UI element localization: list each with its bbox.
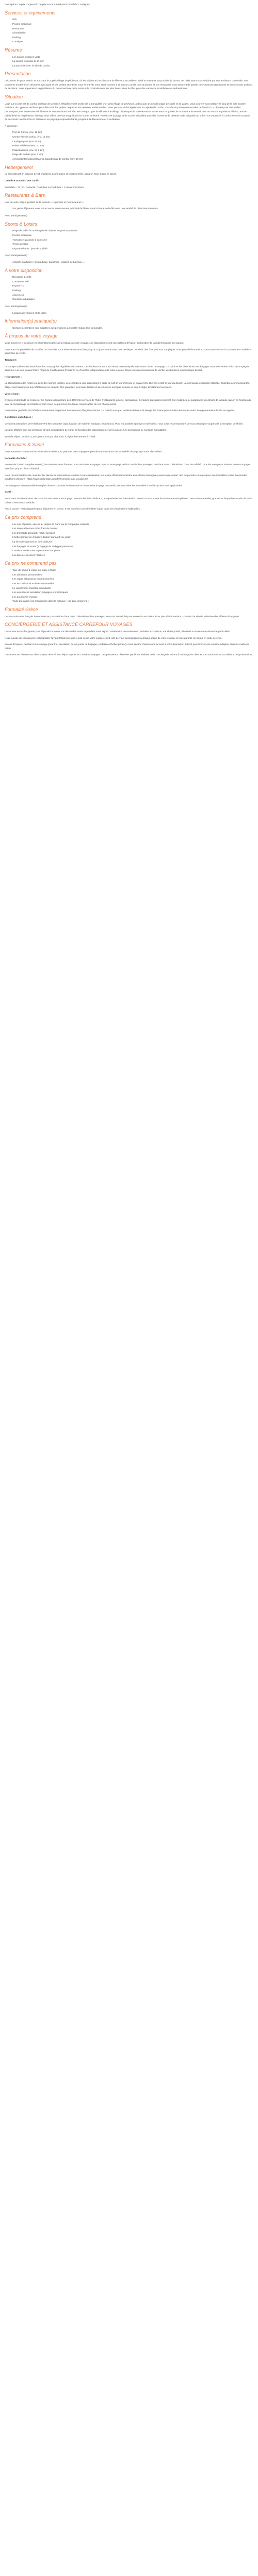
restaurants-text: Lors de votre séjour, profitez de la formule « Logement et Petit déjeuner ». (5, 200, 85, 204)
sports-section (5, 222, 253, 264)
voyage-text: Il vous est demandé de respecter les horaires d'ouverture des différents services de l'hôtel (restaurants, piscine, animations). Certaines prestations peuvent être modifiées ou supprimées en dehors de la haute saison en fonction du taux de remplissage de l'établissement. Nous ne pourrons être tenus responsables de ces changements. (5, 399, 251, 405)
list-item: • Palaiokastritsa (env. 21,6 km) (12, 148, 253, 152)
voyage-text: Le transport aérien est assuré par des compagnies régulières ou charters. Les horaires de vol vous seront communiqués avec votre carnet de voyage. Le poids et les dimensions des bagages autorisés varient selon la compagnie aérienne. Les vols peuvent faire l'objet de modifications d'horaires ou d'escales indépendantes de notre volonté. Nous vous recommandons de vérifier vos horaires avant chaque départ. (5, 365, 250, 372)
prix-ne-comprend-section (5, 561, 253, 603)
voyage-text: Vous trouverez ci-dessous les informations générales relatives à votre voyage. Les dispositions sont susceptibles d'évoluer en fonction de la réglementation en vigueur. (5, 342, 184, 345)
formalites-text: Au sein de l'Union européenne (UE), les ressortissants français, sont autorisés à voyager dans un autre pays de l'UE munis d'un passeport ou d'une carte d'identité en cours de validité. Tous les voyageurs mineurs doivent voyager avec leur propre pièce d'identité. (5, 463, 250, 470)
formalites-text: Vous trouverez ci-dessous les informations utiles pour préparer votre voyage et prendre connaissance des actualités du pays que vous allez visiter. (5, 450, 163, 453)
list-item: • Les bagages en soute (1 bagage de 20 kg par personne) (12, 545, 253, 549)
list-item: • Plage de sable fin aménagée de chaises longues et parasols (12, 229, 253, 233)
intro-text: Description Ce prix comprend : Ce prix ne comprend pas Formalités Consignes (5, 3, 90, 6)
voyage-subtitle: Votre séjour : (5, 392, 20, 395)
situation-nearby-label: À proximité : (5, 124, 19, 127)
participation-note: Avec participation ($) : (5, 214, 29, 217)
resume-section (5, 47, 253, 68)
disposition-section (5, 268, 253, 315)
list-item: • Espace détente : jeux de société (12, 247, 253, 251)
hebergement-section (5, 165, 253, 190)
list-item: • Les pourboires d'usage (12, 595, 253, 599)
voyage-subtitle: Hébergement : (5, 375, 22, 378)
list-item: • Les excursions et activités optionnelles (12, 582, 253, 586)
list-item: • Consigne (12, 40, 253, 44)
formalite-grece-section (5, 607, 253, 618)
list-item: • Parking (12, 36, 253, 40)
formalites-text: Nous vous recommandons de souscrire une assurance voyage couvrant les frais médicaux, le rapatriement et l'annulation. Pensez à vous munir de votre carte européenne d'assurance maladie, gratuite et disponible auprès de votre caisse d'assurance maladie. (5, 497, 252, 504)
services-title: Services et équipements (5, 10, 56, 15)
list-item: • Les repas et boissons non mentionnés (12, 577, 253, 581)
presentation-title: Présentation (5, 71, 31, 77)
list-item: • Activités nautiques : ski nautique, parachute, location de bateaux, ... (12, 260, 253, 264)
resume-title: Résumé (5, 47, 22, 53)
formalites-subtitle: Formalité d'entrée : (5, 456, 27, 460)
list-item: • L'assistance de notre représentant sur place (12, 549, 253, 553)
list-item: • Toute prestation non mentionnée dans la rubrique « Ce prix comprend » (12, 599, 253, 603)
services-list (5, 18, 253, 44)
list-item: • Climatisation (12, 31, 253, 35)
disposition-list (5, 275, 253, 301)
list-item: • Réception 24h/24 (12, 275, 253, 279)
list-item: • Les taxes aériennes et les frais de dossier (12, 527, 253, 531)
situation-title: Situation (5, 94, 23, 99)
formalite-grece-text: Les ressortissants français doivent être en possession d'une carte d'identité ou d'un passeport en cours de validité pour se rendre en Grèce. Pour plus d'informations, consultez le site du Ministère des Affaires étrangères. (5, 615, 240, 618)
formalite-grece-title: Formalité Grèce (5, 607, 38, 612)
list-item: • La formule logement et petit déjeuner (12, 540, 253, 544)
voyage-title: À propos de votre voyage (5, 333, 58, 339)
prix-comprend-list (5, 522, 253, 557)
list-item: • Consigne à bagages (12, 297, 253, 301)
list-item: • Transats et parasols à la piscine (12, 238, 253, 242)
prix-comprend-section (5, 515, 253, 557)
voyage-text: Vous aurez la possibilité de modifier ou d'annuler votre réservation sans frais jusqu'à 14 jours avant votre date de départ. Au-delà, des frais pourront s'appliquer. Pour plus d'informations, nous vous invitons à consulter les conditions générales de vente. (5, 348, 252, 355)
conciergerie-text: Notre équipe de conciergerie est joignable 7j/7 par téléphone, par e-mail ou via votre espace client, afin de vous accompagner à chaque étape de votre voyage et vous garantir un séjour en toute sérénité. (5, 636, 222, 639)
services-section (5, 10, 253, 44)
list-item: • Restaurant (12, 27, 253, 31)
list-item: • Plage de Barbati (env. 7 km) (12, 152, 253, 157)
list-item: • La proximité avec la ville de Corfou (12, 64, 253, 68)
formalites-subtitle: Santé : (5, 490, 13, 494)
voyage-text: Taxe de séjour : environ 1,50 € par nuit et par chambre, à régler directement à l'hôtel. (5, 435, 96, 438)
list-item: • Espace TV (12, 284, 253, 288)
list-item: • Les transferts aéroport / hôtel / aéroport (12, 531, 253, 535)
list-item: • La cuisine tropicale de la mer (12, 59, 253, 63)
list-item: • Location de voitures et de vélos (12, 311, 253, 315)
list-item: • Piscine extérieure (12, 22, 253, 26)
situation-list (5, 130, 253, 161)
resume-list (5, 55, 253, 68)
presentation-section (5, 71, 253, 91)
prix-comprend-title: Ce prix comprend (5, 514, 42, 520)
voyage-subtitle: Transport : (5, 358, 18, 361)
conciergerie-section (5, 622, 253, 657)
list-item: • Palais Achilleion (env. 20 km) (12, 144, 253, 148)
restaurants-section (5, 193, 253, 218)
room-type: Chambre Standard vue Jardin (5, 179, 39, 182)
list-item: • La plage Ipsos (env. 20 m) (12, 140, 253, 144)
list-item: • Connexion Wifi (12, 280, 253, 284)
conciergerie-text: Ce service est réservé aux clients ayant réservé leur séjour auprès de Carrefour Voyages. Les prestations réservées par l'intermédiaire de la conciergerie restent à la charge du client et sont soumises aux conditions des prestataires. (5, 653, 253, 656)
list-item: • Aéroport international Ioannis Kapodistrias de Corfou (env. 13 km) (12, 157, 253, 161)
list-item: • Vos petits déjeuners vous seront servis au restaurant principal de l'hôtel sous la forme de buffet avec une variété de plats internationaux. (12, 207, 253, 211)
sports-paid-list (5, 260, 253, 264)
list-item: • Le supplément chambre individuelle (12, 586, 253, 590)
participation-note: Avec participation ($) : (5, 304, 29, 308)
formalites-section (5, 442, 253, 511)
conciergerie-text: Un service exclusif et gratuit pour répondre à toutes vos demandes avant et pendant votre séjour : réservation de restaurants, activités, excursions, transferts privés, billetterie ou toute autre demande particulière. (5, 630, 231, 633)
voyage-section (5, 333, 253, 438)
presentation-text: Découvrez le Ipsos Beach 3*! Au cœur d'un petit village de pêcheurs, où les oliviers et l'architecture de l'île vous accueillent, situé au calme et tout proche de la mer, cet hôtel saura vous séduire par son ambiance conviviale. Ses chambres modernes et décorées avec goût et ses petites attentions vous feront vite vous sentir comme à la maison, tandis que sa piscine et son restaurant vous assurent de passer des vacances reposantes et savoureuses au bord de la Grèce. Vous apprécierez la gentillesse du personnel aux petits soins et la proximité avec les plus beaux sites de l'île, pour des vacances inoubliables et authentiques. (5, 79, 252, 90)
voyage-text: Les prix affichés sont par personne et sont susceptibles de varier en fonction des disponibilités et de la saison. Les promotions ne sont pas cumulables. (5, 429, 167, 432)
formalites-text: Nous recommandons de consulter les dernières informations relatives à votre destination sur le site officiel du Ministère des Affaires étrangères avant votre départ, afin de prendre connaissance des formalités et des éventuelles conditions d'entrée : https://www.diplomatie.gouv.fr/fr/conseils-aux-voyageurs/ (5, 473, 247, 481)
list-item: • Centre-ville de Corfou (env. 13 km) (12, 135, 253, 139)
voyage-text: Certaines prestations de l'hôtel peuvent être payantes (spa, location de matériel nautique, excursions). Pour les activités sportives et de loisirs, nous vous recommandons de vous renseigner auprès de la réception de l'hôtel. (5, 422, 244, 425)
sports-list (5, 229, 253, 250)
room-details: Superficie : 17 m² - Capacité : 2 adultes ou 2 adultes + 1 enfant maximum (5, 185, 84, 189)
hebergement-text: Le Ipsos Beach 3* dispose de 63 chambres confortables et fonctionnelles, dans un style simple et épuré. (5, 173, 117, 176)
list-item: • Piscine extérieure (12, 233, 253, 238)
sports-title: Sports & Loisirs (5, 221, 38, 227)
formalites-title: Formalités & Santé (5, 442, 44, 448)
list-item: • Certaines chambres sont adaptées aux personnes à mobilité réduite (sur demande). (12, 326, 253, 330)
list-item: • Ascenseur (12, 293, 253, 297)
situation-section (5, 94, 253, 161)
list-item: • Les grands espaces verts (12, 55, 253, 59)
disposition-paid-list (5, 311, 253, 315)
hebergement-title: Hébergement (5, 164, 33, 170)
prix-ne-comprend-title: Ce prix ne comprend pas (5, 561, 57, 566)
list-item: • Les taxes et services hôteliers (12, 553, 253, 557)
formalites-text: Les voyageurs de nationalité étrangère doivent consulter l'ambassade ou le consulat du pays concerné pour connaître les formalités d'entrée qui leur sont applicables. (5, 484, 183, 487)
voyage-text: De manière générale, les hôtels et restaurants respectent des mesures d'hygiène strictes. Le port du masque, la distanciation et le lavage des mains peuvent être demandés selon la réglementation locale en vigueur. (5, 409, 235, 412)
voyage-text: La classification des hôtels est celle des normes locales. Les chambres sont disponibles à partir de 14h le jour d'arrivée et doivent être libérées à 12h le jour du départ. Les demandes spéciales (lit bébé, chambres communicantes, étage) sont transmises aux hôtels mais ne peuvent être garanties. Les taxes locales et de séjour ne sont pas incluses et sont à régler directement sur place. (5, 382, 250, 388)
prix-ne-comprend-list (5, 568, 253, 603)
conciergerie-text: En cas d'imprévu pendant votre voyage (retard ou annulation de vol, perte de bagages, problème d'hébergement), notre service d'assistance se tient à votre disposition 24h/24 pour trouver une solution adaptée dans les meilleurs délais. (5, 643, 249, 650)
list-item: • Wifi (12, 18, 253, 22)
list-item: • Parking (12, 289, 253, 293)
list-item: • L'hébergement en chambre double standard vue jardin (12, 535, 253, 539)
list-item: • Port de Corfou (env. 12 km) (12, 130, 253, 134)
list-item: • Les assurances annulation, bagages et multirisques (12, 590, 253, 595)
situation-text: Logé sur la côte Est de Corfou au large de la Grèce, l'établissement profite de la tranquillité d'un petit village de pêcheurs, à deux pas d'une jolie plage de sable et de galets. Vous pourrez vous balader le long de la côte bordée d'oliviers, de cyprès et de fleurs pour découvrir les petites criques et les tavernes traditionnelles. Vous pourrez visiter également la capitale de Corfou, classée au patrimoine mondial de l'UNESCO, réputée pour ses ruelles pittoresques, ses forteresses vénitiennes et son ambiance animée. Ne manquez pas de découvrir le village pittoresque de Paleokastritsa et ses eaux turquoise, le monastère de Pantokrator ou encore le palais Achilleion, ancien palais d'été de l'impératrice Sissi qui vous offrira une vue magnifique sur la mer Ionienne. Profitez de la plage et de sa mer cristalline pour des moments de détente et de baignade au soleil. Vos vacances à Corfou seront l'occasion de découvrir une île riche en histoire et en paysages époustouflants, propice à la découverte et à la détente. (5, 102, 250, 121)
restaurants-list (5, 207, 253, 211)
list-item: • Les dépenses personnelles (12, 573, 253, 577)
list-item: • Les vols réguliers, opérés au départ de Paris sur la compagnie indiquée (12, 522, 253, 527)
infos-section (5, 318, 253, 330)
page-content (0, 0, 258, 667)
participation-note: Avec participation ($) : (5, 254, 29, 257)
list-item: • Taxe de séjour à régler sur place à l'hôtel (12, 568, 253, 572)
infos-title: Information(s) pratique(s) (5, 318, 57, 324)
infos-list (5, 326, 253, 330)
disposition-title: À votre disposition (5, 267, 43, 273)
restaurants-title: Restaurants & Bars (5, 193, 45, 198)
voyage-subtitle: Conditions spécifiques : (5, 416, 33, 419)
conciergerie-title: CONCIERGERIE ET ASSISTANCE CARREFOUR VOYAGES (5, 622, 133, 628)
formalites-text: Aucun vaccin n'est obligatoire pour séjourner en Grèce. Il est toutefois conseillé d'être à jour dans ses vaccinations habituelles. (5, 507, 141, 511)
list-item: • Tennis de table (12, 242, 253, 246)
